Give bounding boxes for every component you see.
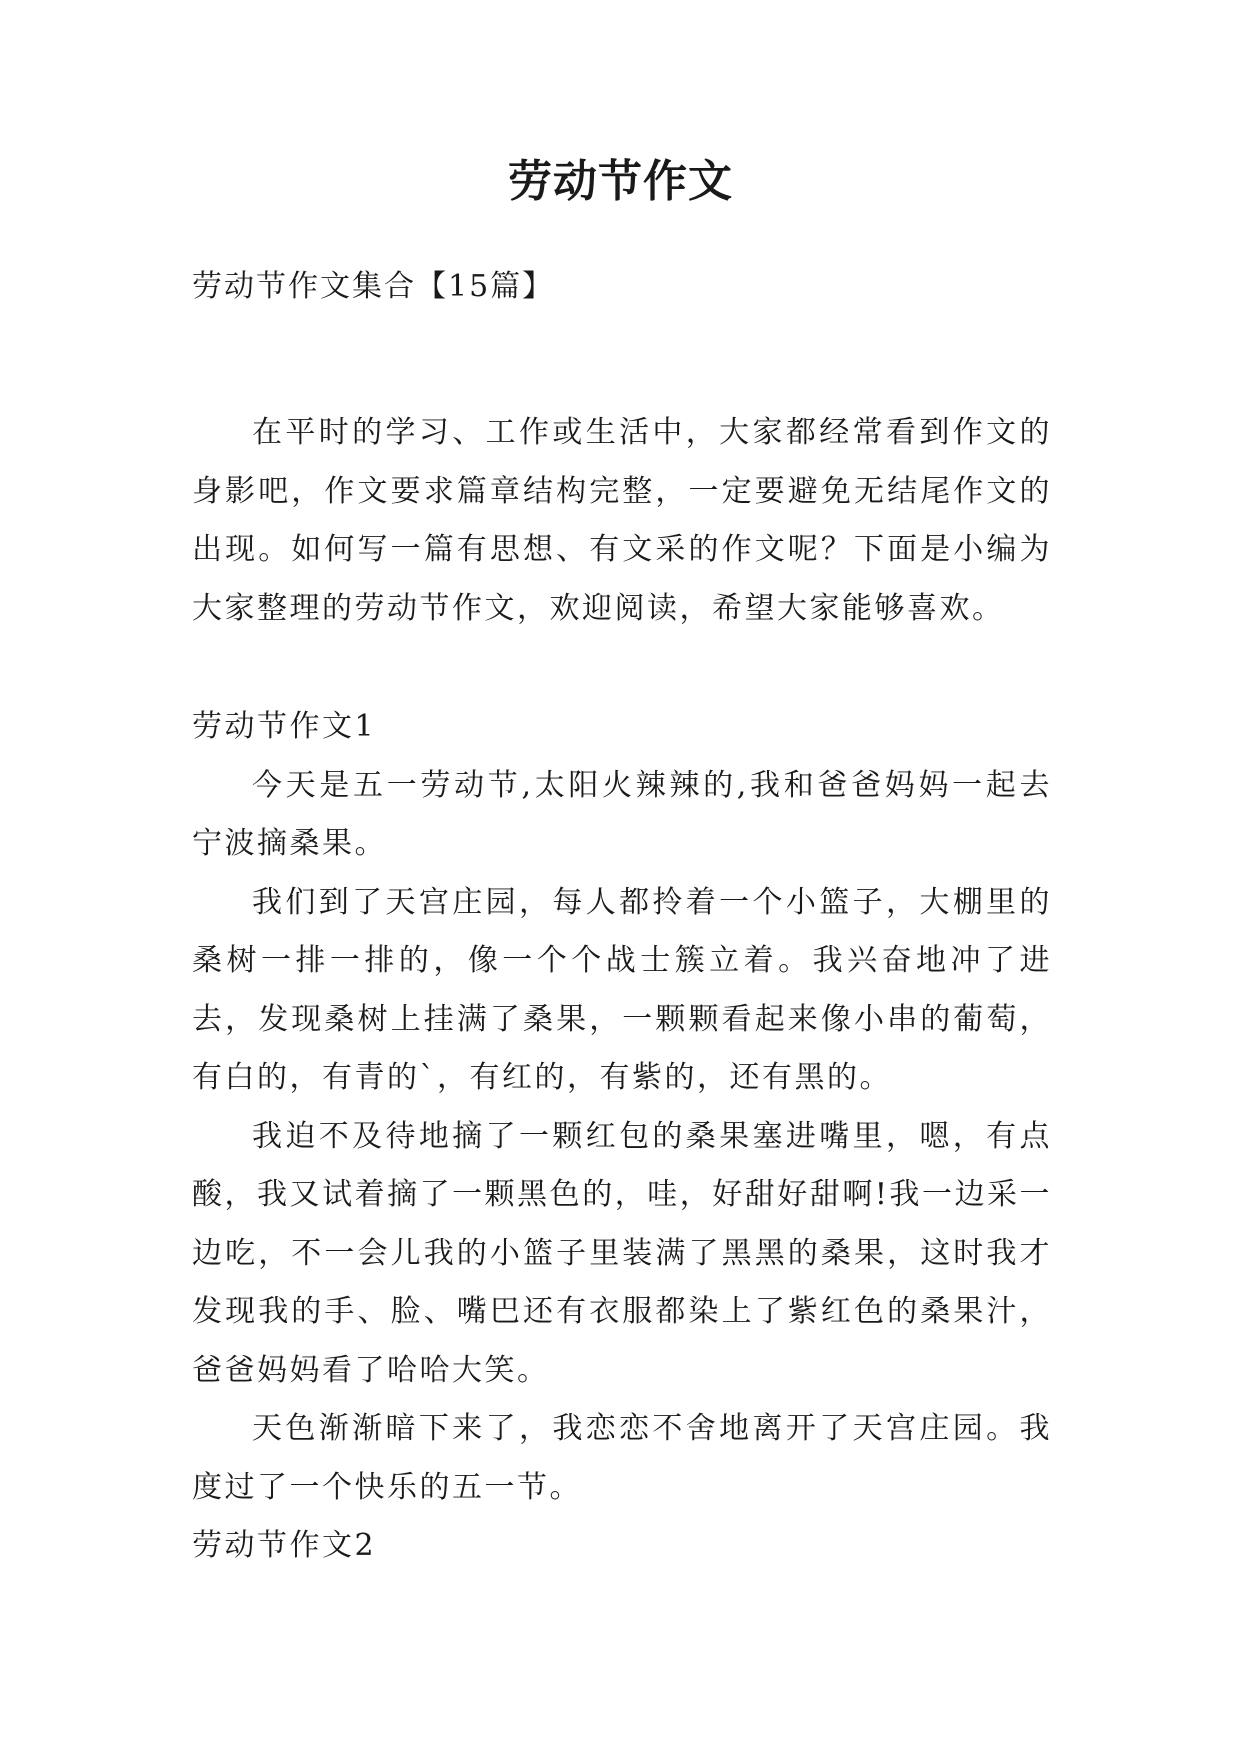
essay-1-heading: 劳动节作文1 xyxy=(192,709,377,744)
essay-1-paragraph-1: 今天是五一劳动节,太阳火辣辣的,我和爸爸妈妈一起去宁波摘桑果。 xyxy=(192,767,1052,861)
essay-1-paragraph-4: 天色渐渐暗下来了，我恋恋不舍地离开了天宫庄园。我度过了一个快乐的五一节。 xyxy=(192,1411,1052,1505)
essay-1-paragraph-3: 我迫不及待地摘了一颗红包的桑果塞进嘴里，嗯，有点酸，我又试着摘了一颗黑色的，哇，好甜好甜啊!我一边采一边吃，不一会儿我的小篮子里装满了黑黑的桑果，这时我才发现我的手、脸、嘴巴还有衣服都染上了紫红色的桑果汁，爸爸妈妈看了哈哈大笑。 xyxy=(192,1118,1052,1388)
intro-paragraph: 在平时的学习、工作或生活中，大家都经常看到作文的身影吧，作文要求篇章结构完整，一定要避免无结尾作文的出现。如何写一篇有思想、有文采的作文呢？下面是小编为大家整理的劳动节作文，欢迎阅读，希望大家能够喜欢。 xyxy=(192,415,1052,626)
intro-section xyxy=(192,404,1052,638)
essay-2-heading: 劳动节作文2 xyxy=(192,1528,377,1563)
document-title: 劳动节作文 xyxy=(508,156,733,207)
document-subtitle: 劳动节作文集合【15篇】 xyxy=(192,269,555,304)
essay-1-paragraph-2: 我们到了天宫庄园，每人都拎着一个小篮子，大棚里的桑树一排一排的，像一个个战士簇立着。我兴奋地冲了进去，发现桑树上挂满了桑果，一颗颗看起来像小串的葡萄，有白的，有青的`，有红的，有紫的，还有黑的。 xyxy=(192,884,1052,1095)
essay-section xyxy=(192,698,1052,1576)
